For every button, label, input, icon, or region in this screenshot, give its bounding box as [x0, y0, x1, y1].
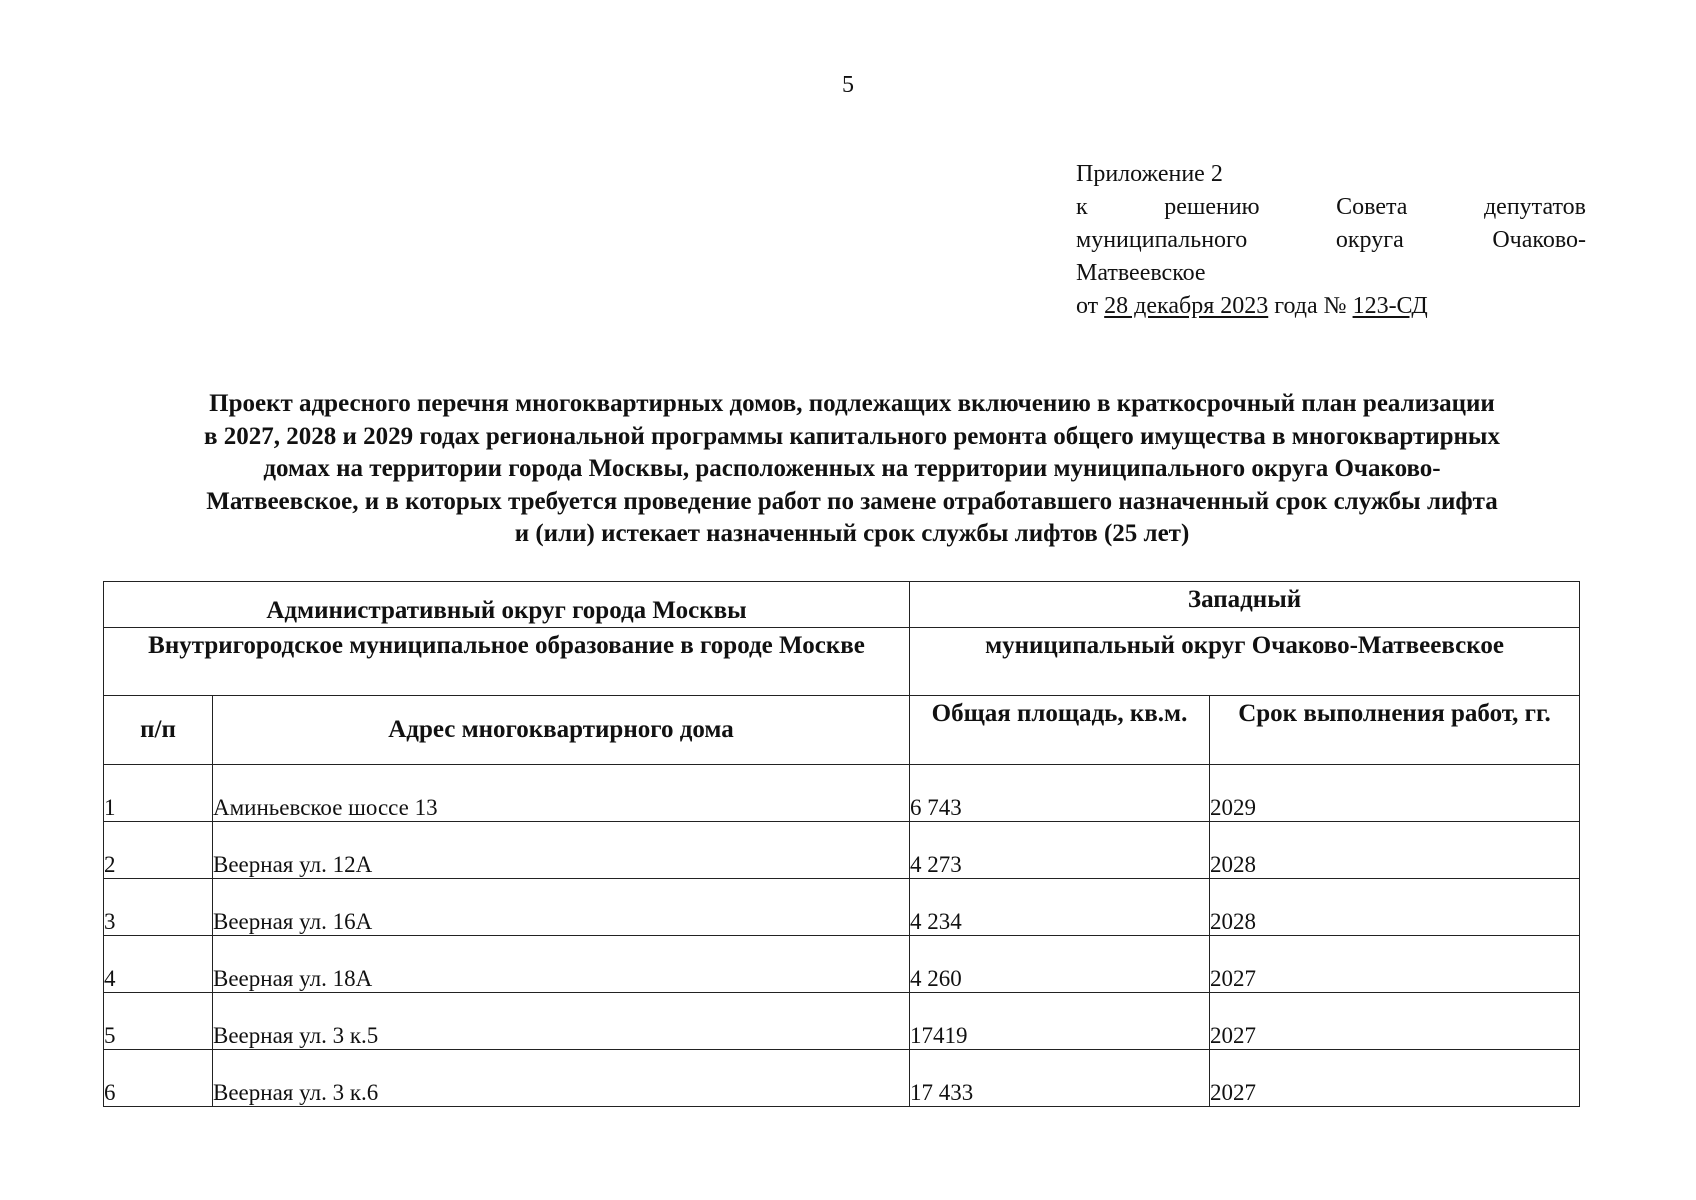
appendix-line-municipality-end: Матвеевское	[1076, 260, 1206, 286]
cell-term: 2028	[1210, 879, 1580, 936]
appendix-number: 123-СД	[1352, 293, 1428, 319]
cell-area: 17419	[910, 993, 1210, 1050]
municipality-label: Внутригородское муниципальное образование в городе Москве	[104, 628, 910, 696]
municipality-value: муниципальный округ Очаково-Матвеевское	[910, 628, 1580, 696]
column-header-row	[104, 696, 1580, 765]
admin-district-label: Административный округ города Москвы	[104, 582, 910, 628]
column-header-area: Общая площадь, кв.м.	[910, 696, 1210, 765]
cell-term: 2027	[1210, 1050, 1580, 1107]
title-line: Матвеевское, и в которых требуется проведение работ по замене отработавшего назначенный срок службы лифта	[206, 487, 1498, 515]
cell-area: 6 743	[910, 765, 1210, 822]
cell-num: 2	[104, 822, 213, 879]
cell-num: 4	[104, 936, 213, 993]
table-row	[104, 993, 1580, 1050]
cell-area: 4 260	[910, 936, 1210, 993]
cell-address: Веерная ул. 12А	[213, 822, 910, 879]
page-number: 5	[842, 72, 854, 98]
appendix-line-municipality: муниципального округа Очаково-	[1076, 227, 1586, 253]
table-row	[104, 765, 1580, 822]
address-table	[103, 581, 1580, 1107]
header-row-district	[104, 582, 1580, 628]
table-row	[104, 822, 1580, 879]
cell-num: 1	[104, 765, 213, 822]
cell-address: Веерная ул. 3 к.6	[213, 1050, 910, 1107]
table-row	[104, 879, 1580, 936]
header-row-municipality	[104, 628, 1580, 696]
cell-area: 4 273	[910, 822, 1210, 879]
appendix-title: Приложение 2	[1076, 161, 1223, 187]
appendix-block	[1076, 158, 1586, 323]
cell-term: 2029	[1210, 765, 1580, 822]
cell-num: 5	[104, 993, 213, 1050]
admin-district-value: Западный	[910, 582, 1580, 628]
title-line: в 2027, 2028 и 2029 годах региональной программы капитального ремонта общего имущества в многоквартирных	[204, 422, 1500, 450]
title-line: и (или) истекает назначенный срок службы лифтов (25 лет)	[514, 520, 1190, 547]
cell-address: Веерная ул. 18А	[213, 936, 910, 993]
column-header-term: Срок выполнения работ, гг.	[1210, 696, 1580, 765]
document-title	[112, 388, 1592, 551]
cell-term: 2027	[1210, 936, 1580, 993]
column-header-address: Адрес многоквартирного дома	[213, 696, 910, 765]
cell-address: Аминьевское шоссе 13	[213, 765, 910, 822]
table-row	[104, 936, 1580, 993]
appendix-line-decision: к решению Совета депутатов	[1076, 194, 1586, 220]
appendix-date-suffix: года №	[1274, 293, 1347, 319]
title-line: домах на территории города Москвы, расположенных на территории муниципального округа Очаково-	[263, 455, 1441, 482]
cell-area: 4 234	[910, 879, 1210, 936]
table-row	[104, 1050, 1580, 1107]
cell-term: 2027	[1210, 993, 1580, 1050]
cell-address: Веерная ул. 3 к.5	[213, 993, 910, 1050]
cell-num: 6	[104, 1050, 213, 1107]
appendix-date: 28 декабря 2023	[1104, 293, 1269, 319]
appendix-date-line	[1076, 290, 1586, 323]
cell-area: 17 433	[910, 1050, 1210, 1107]
appendix-date-prefix: от	[1076, 293, 1099, 319]
cell-num: 3	[104, 879, 213, 936]
title-line: Проект адресного перечня многоквартирных домов, подлежащих включению в краткосрочный план реализации	[209, 390, 1495, 417]
cell-address: Веерная ул. 16А	[213, 879, 910, 936]
column-header-num: п/п	[104, 696, 213, 765]
cell-term: 2028	[1210, 822, 1580, 879]
